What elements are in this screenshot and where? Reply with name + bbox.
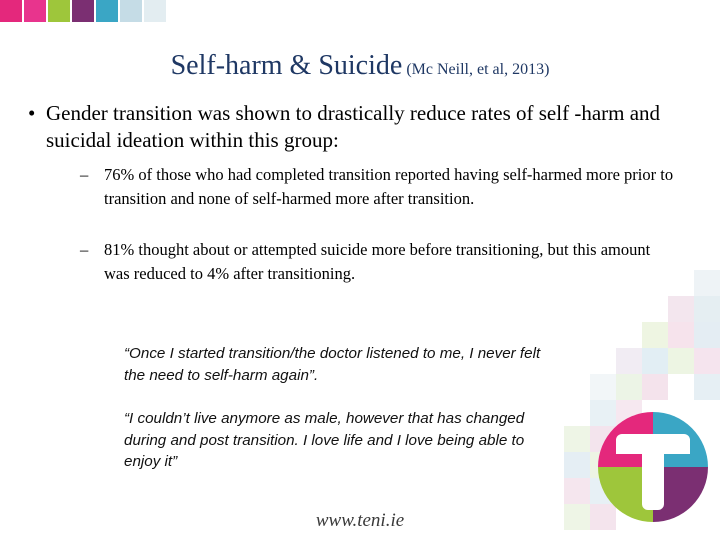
mosaic-tile: [668, 348, 694, 374]
mosaic-tile: [694, 296, 720, 322]
square-magenta: [24, 0, 46, 22]
mosaic-tile: [668, 322, 694, 348]
mosaic-tile: [642, 374, 668, 400]
mosaic-tile: [564, 426, 590, 452]
quote-1: “Once I started transition/the doctor listened to me, I never felt the need to self-harm again”.: [124, 345, 541, 384]
square-green: [48, 0, 70, 22]
sub-bullet-marker: –: [80, 240, 89, 259]
bullet-marker: •: [28, 101, 36, 125]
mosaic-tile: [694, 270, 720, 296]
mosaic-tile: [668, 296, 694, 322]
sub-bullet-2-text: 81% thought about or attempted suicide more before transitioning, but this amount was reduced to 4% after transitioning.: [104, 240, 651, 283]
main-bullet-text: Gender transition was shown to drastically reduce rates of self -harm and suicidal ideation within this group:: [46, 101, 661, 152]
mosaic-tile: [642, 322, 668, 348]
mosaic-tile: [564, 478, 590, 504]
teni-t-logo: [598, 412, 708, 522]
mosaic-tile: [642, 348, 668, 374]
main-bullet: [28, 100, 686, 154]
title-main: Self-harm & Suicide: [170, 50, 403, 81]
mosaic-tile: [694, 348, 720, 374]
square-pale-blue: [120, 0, 142, 22]
square-purple: [72, 0, 94, 22]
sub-bullet-1-text: 76% of those who had completed transition reported having self-harmed more prior to transition and none of self-harmed more after transition.: [104, 165, 674, 208]
title-citation: (Mc Neill, et al, 2013): [406, 61, 550, 78]
slide-title: [0, 50, 720, 82]
quote-2: “I couldn’t live anymore as male, however that has changed during and post transition. I love life and I love being able to enjoy it”: [124, 410, 525, 470]
mosaic-tile: [564, 452, 590, 478]
footer-url: www.teni.ie: [315, 510, 405, 531]
sub-bullet-marker: –: [80, 165, 89, 184]
mosaic-tile: [694, 374, 720, 400]
sub-bullet-1: [80, 163, 679, 210]
mosaic-tile: [616, 374, 642, 400]
square-teal: [96, 0, 118, 22]
mosaic-tile: [590, 374, 616, 400]
mosaic-tile: [616, 348, 642, 374]
square-faint-blue: [144, 0, 166, 22]
square-pink: [0, 0, 22, 22]
mosaic-tile: [694, 322, 720, 348]
